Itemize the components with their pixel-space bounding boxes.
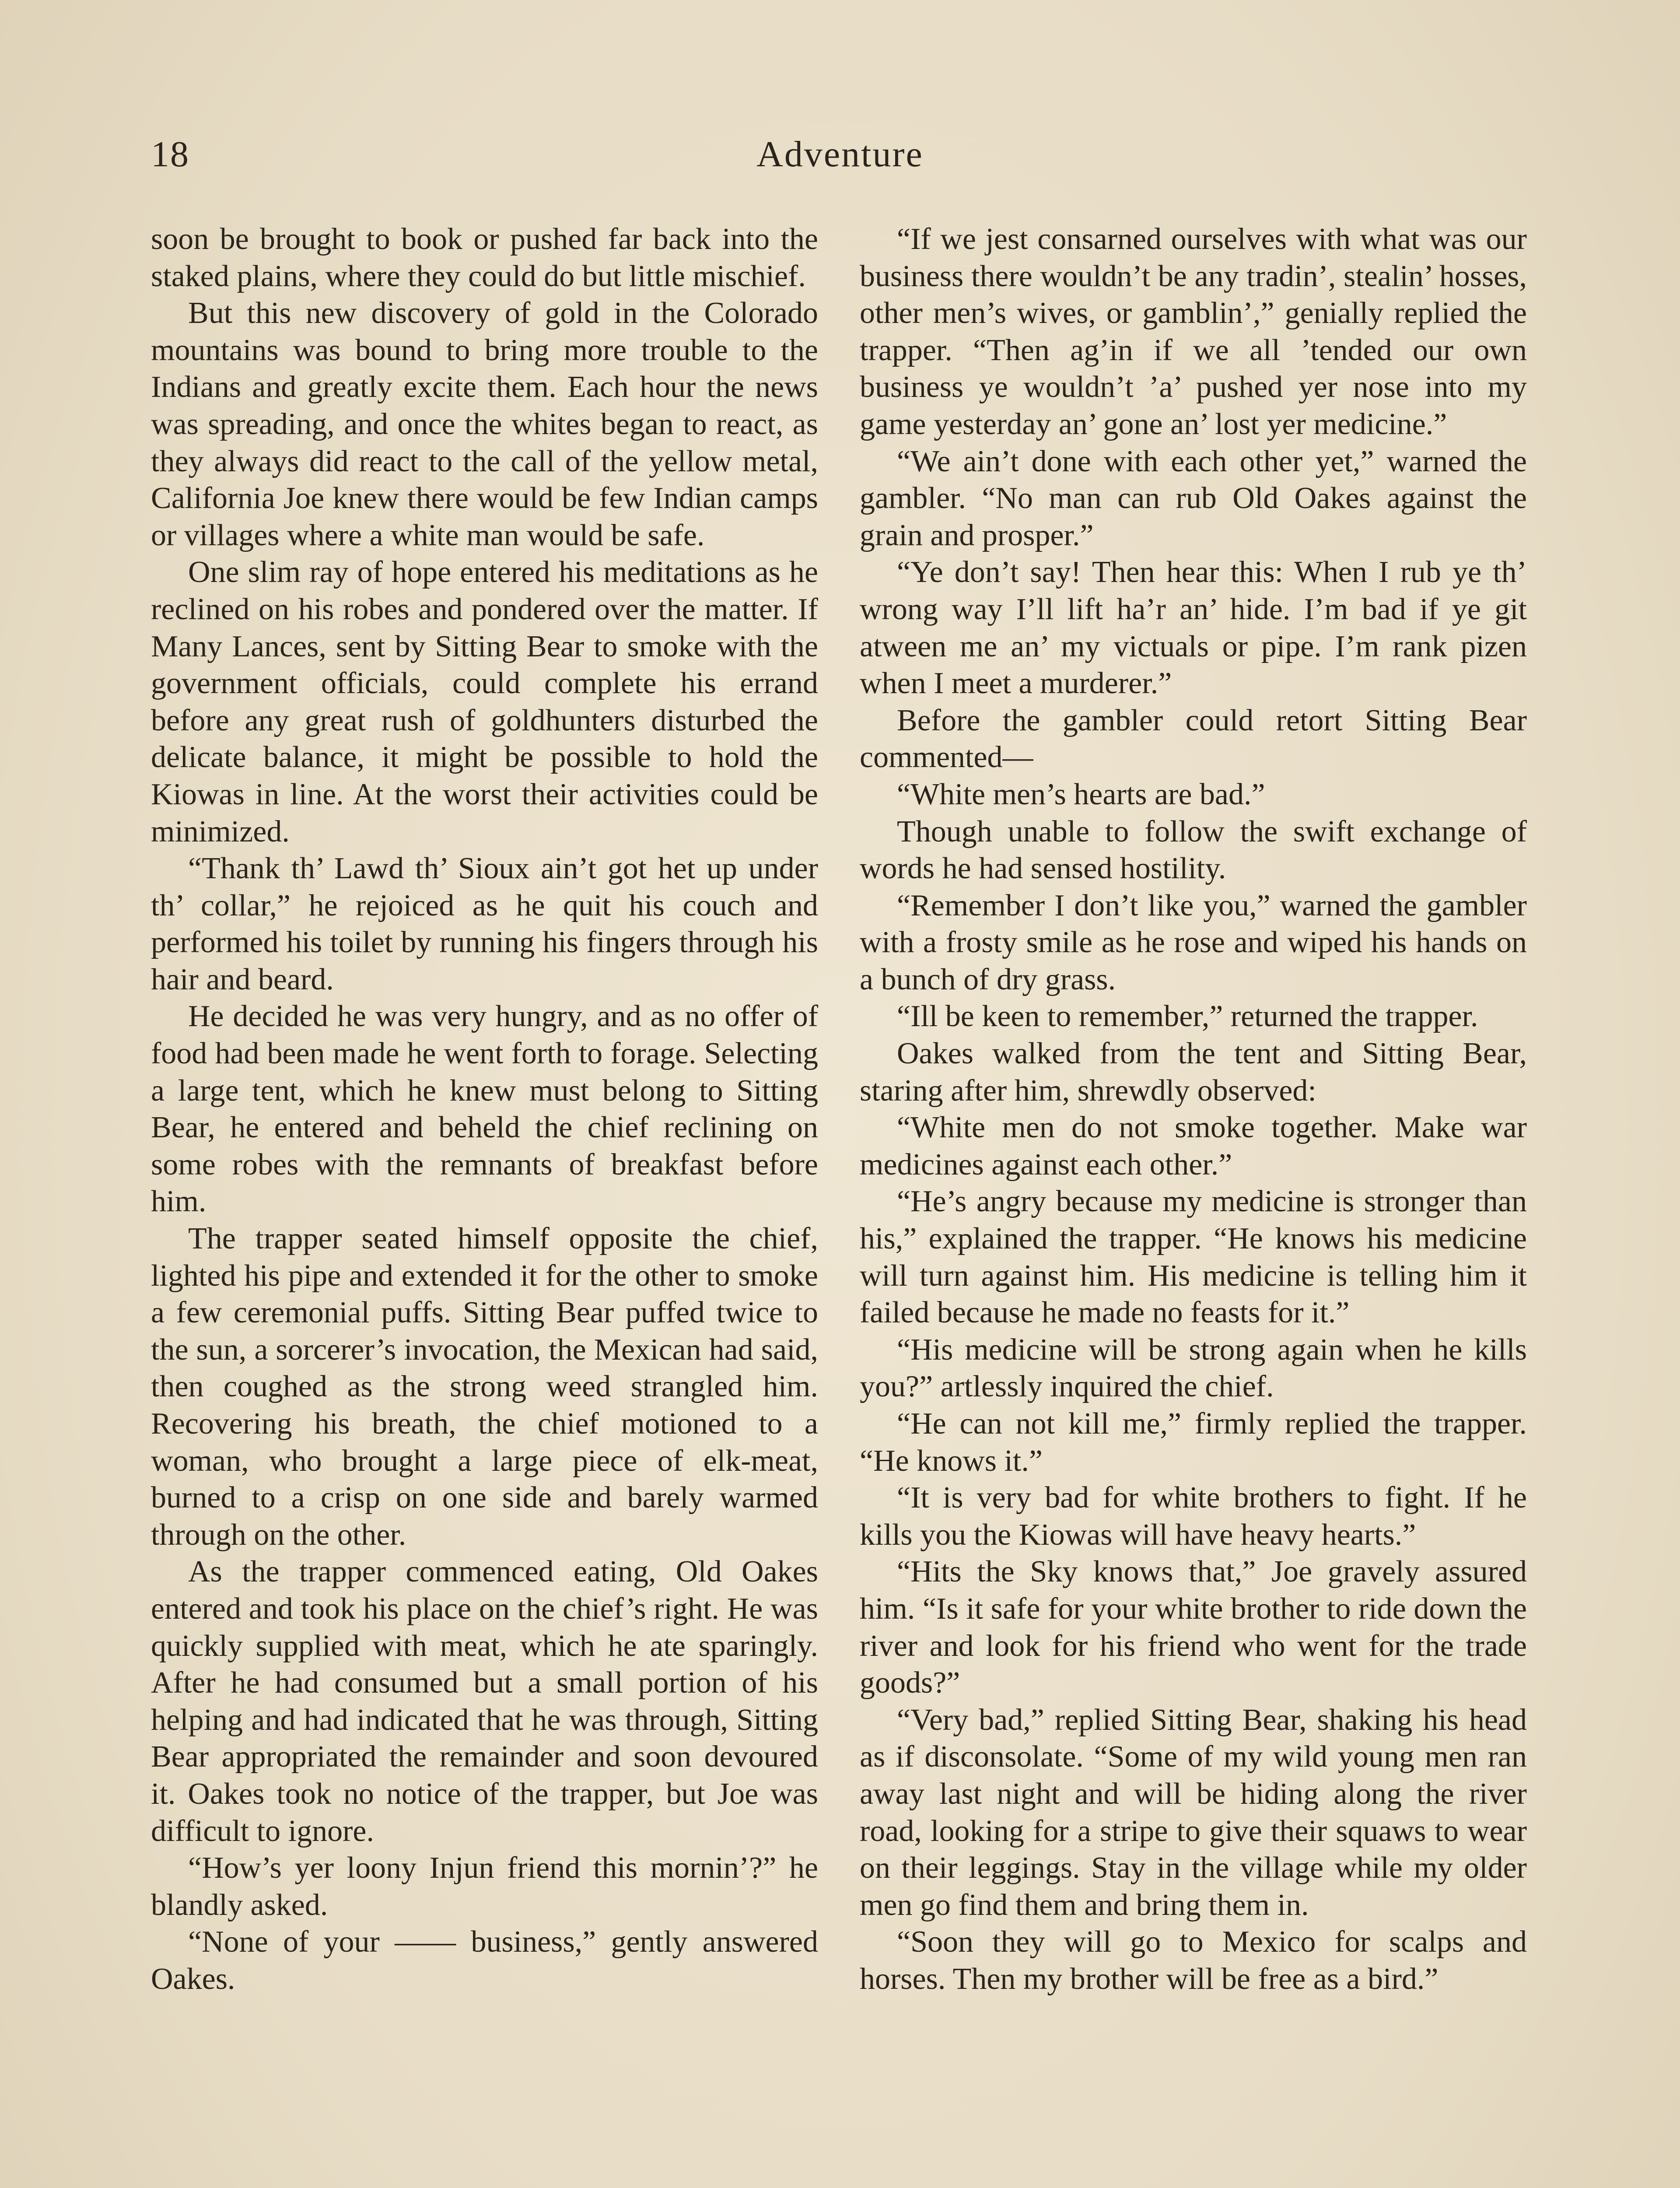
left-text-column bbox=[151, 221, 818, 1998]
paragraph: “Soon they will go to Mexico for scalps and horses. Then my brother will be free as a bird.” bbox=[860, 1925, 1527, 1996]
paragraph: “We ain’t done with each other yet,” warned the gambler. “No man can rub Old Oakes against the grain and prosper.” bbox=[860, 444, 1527, 552]
paragraph: The trapper seated himself opposite the chief, lighted his pipe and extended it for the other to smoke a few ceremonial puffs. Sitting Bear puffed twice to the sun, a sorcerer’s invocation, the Mexican had said, then coughed as the strong weed strangled him. Recovering his breath, the chief motioned to a woman, who brought a large piece of elk-meat, burned to a crisp on one side and barely warmed through on the other. bbox=[151, 1222, 818, 1552]
paragraph: “He can not kill me,” firmly replied the trapper. “He knows it.” bbox=[860, 1407, 1527, 1478]
paragraph: But this new discovery of gold in the Colorado mountains was bound to bring more trouble to the Indians and greatly excite them. Each hour the news was spreading, and once the whites began to react, as they always did react to the call of the yellow metal, California Joe knew there would be few Indian camps or villages where a white man would be safe. bbox=[151, 296, 818, 552]
page-number: 18 bbox=[151, 134, 189, 175]
paragraph: “He’s angry because my medicine is stronger than his,” explained the trapper. “He knows his medicine will turn against him. His medicine is telling him it failed because he made no feasts for it.” bbox=[860, 1185, 1527, 1330]
paragraph: Though unable to follow the swift exchange of words he had sensed hostility. bbox=[860, 814, 1527, 886]
paragraph: “Remember I don’t like you,” warned the gambler with a frosty smile as he rose and wiped his hands on a bunch of dry grass. bbox=[860, 888, 1527, 996]
paragraph: “His medicine will be strong again when he kills you?” artlessly inquired the chief. bbox=[860, 1332, 1527, 1404]
paragraph: “None of your —— business,” gently answered Oakes. bbox=[151, 1925, 818, 1996]
paragraph: “Ill be keen to remember,” returned the trapper. bbox=[897, 999, 1478, 1034]
paragraph: Oakes walked from the tent and Sitting Bear, staring after him, shrewdly observed: bbox=[860, 1037, 1527, 1108]
paragraph: “White men do not smoke together. Make war medicines against each other.” bbox=[860, 1111, 1527, 1182]
paragraph: As the trapper commenced eating, Old Oakes entered and took his place on the chief’s right. He was quickly supplied with meat, which he ate sparingly. After he had consumed but a small portion of his helping and had indicated that he was through, Sitting Bear appropriated the remainder and soon devoured it. Oakes took no notice of the trapper, but Joe was difficult to ignore. bbox=[151, 1555, 818, 1848]
paragraph: soon be brought to book or pushed far back into the staked plains, where they could do but little mischief. bbox=[151, 222, 818, 293]
paragraph: “Thank th’ Lawd th’ Sioux ain’t got het up under th’ collar,” he rejoiced as he quit his couch and performed his toilet by running his fingers through his hair and beard. bbox=[151, 852, 818, 996]
paragraph: “Ye don’t say! Then hear this: When I rub ye th’ wrong way I’ll lift ha’r an’ hide. I’m bad if ye git atween me an’ my victuals or pipe. I’m rank pizen when I meet a murderer.” bbox=[860, 555, 1527, 701]
paragraph: He decided he was very hungry, and as no offer of food had been made he went forth to forage. Selecting a large tent, which he knew must belong to Sitting Bear, he entered and beheld the chief reclining on some robes with the remnants of breakfast before him. bbox=[151, 999, 818, 1219]
running-head-title: Adventure bbox=[756, 134, 924, 175]
paragraph: Before the gambler could retort Sitting Bear commented— bbox=[860, 703, 1527, 775]
page-header bbox=[151, 126, 1529, 183]
paragraph: “If we jest consarned ourselves with what was our business there wouldn’t be any tradin’, stealin’ hosses, other men’s wives, or gamblin’,” genially replied the trapper. “Then ag’in if we all ’tended our own business ye wouldn’t ’a’ pushed yer nose into my game yesterday an’ gone an’ lost yer medicine.” bbox=[860, 222, 1527, 441]
right-text-column bbox=[860, 221, 1527, 1998]
paragraph: “It is very bad for white brothers to fight. If he kills you the Kiowas will have heavy hearts.” bbox=[860, 1481, 1527, 1552]
paragraph: “Hits the Sky knows that,” Joe gravely assured him. “Is it safe for your white brother to ride down the river and look for his friend who went for the trade goods?” bbox=[860, 1555, 1527, 1700]
paragraph: “Very bad,” replied Sitting Bear, shaking his head as if disconsolate. “Some of my wild young men ran away last night and will be hiding along the river road, looking for a stripe to give their squaws to wear on their leggings. Stay in the village while my older men go find them and bring them in. bbox=[860, 1703, 1527, 1922]
paragraph: “White men’s hearts are bad.” bbox=[897, 777, 1265, 811]
paragraph: One slim ray of hope entered his meditations as he reclined on his robes and pondered over the matter. If Many Lances, sent by Sitting Bear to smoke with the government officials, could complete his errand before any great rush of goldhunters disturbed the delicate balance, it might be possible to hold the Kiowas in line. At the worst their activities could be minimized. bbox=[151, 555, 818, 849]
paragraph: “How’s yer loony Injun friend this mornin’?” he blandly asked. bbox=[151, 1851, 818, 1922]
